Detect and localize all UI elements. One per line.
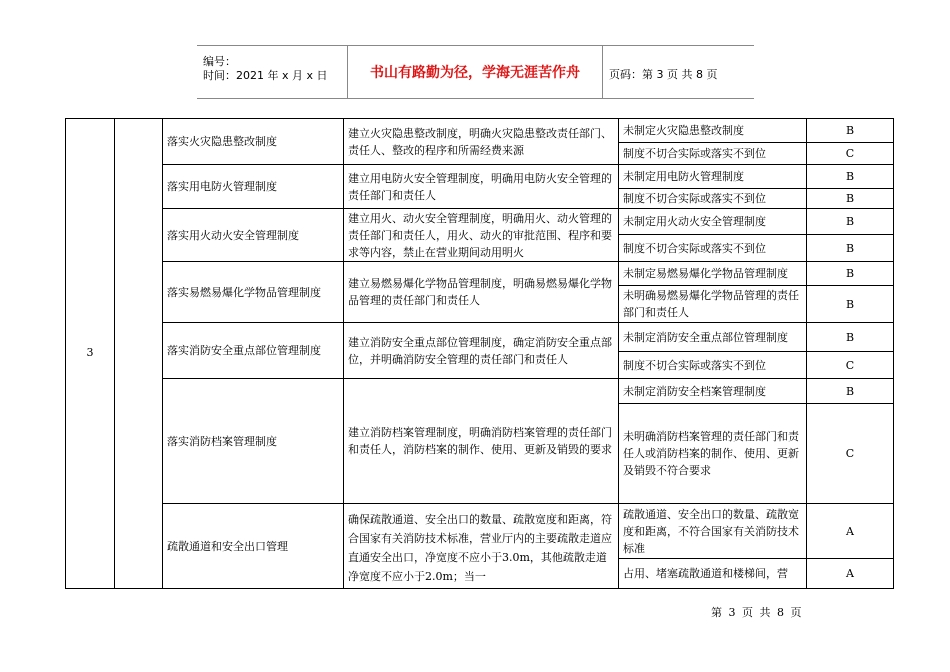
deduction-grade: B	[807, 189, 894, 209]
item-requirement: 建立用火、动火安全管理制度，明确用火、动火管理的责任部门和责任人，用火、动火的审批范围、程序和要求等内容，禁止在营业期间动用明火	[344, 209, 619, 262]
item-name: 落实用火动火安全管理制度	[163, 209, 344, 262]
deduction-text: 未制定消防安全档案管理制度	[619, 379, 807, 404]
deduction-grade: C	[807, 404, 894, 504]
deduction-text: 疏散通道、安全出口的数量、疏散宽度和距离，不符合国家有关消防技术标准	[619, 504, 807, 559]
section-number: 3	[66, 119, 115, 589]
item-requirement: 建立易燃易爆化学物品管理制度，明确易燃易爆化学物品管理的责任部门和责任人	[344, 262, 619, 323]
motto-text: 书山有路勤为径，学海无涯苦作舟	[370, 65, 580, 81]
inspection-table	[65, 118, 894, 589]
deduction-grade: A	[807, 504, 894, 559]
item-requirement: 建立消防档案管理制度，明确消防档案管理的责任部门和责任人，消防档案的制作、使用、更新及销毁的要求	[344, 379, 619, 504]
deduction-grade: B	[807, 262, 894, 286]
header-meta	[197, 46, 348, 98]
table-row	[66, 119, 894, 143]
item-requirement: 建立火灾隐患整改制度，明确火灾隐患整改责任部门、责任人、整改的程序和所需经费来源	[344, 119, 619, 165]
table-row	[66, 165, 894, 189]
deduction-grade: B	[807, 119, 894, 143]
item-name: 落实火灾隐患整改制度	[163, 119, 344, 165]
deduction-text: 制度不切合实际或落实不到位	[619, 352, 807, 379]
deduction-text: 占用、堵塞疏散通道和楼梯间，营	[619, 559, 807, 589]
deduction-grade: B	[807, 379, 894, 404]
table-row	[66, 504, 894, 559]
item-name: 落实易燃易爆化学物品管理制度	[163, 262, 344, 323]
deduction-grade: B	[807, 235, 894, 262]
deduction-grade: C	[807, 143, 894, 165]
deduction-text: 未制定用火动火安全管理制度	[619, 209, 807, 235]
deduction-text: 未制定消防安全重点部位管理制度	[619, 323, 807, 352]
item-name: 落实用电防火管理制度	[163, 165, 344, 209]
table-row	[66, 262, 894, 286]
table-row	[66, 379, 894, 404]
deduction-text: 制度不切合实际或落实不到位	[619, 143, 807, 165]
deduction-text: 制度不切合实际或落实不到位	[619, 189, 807, 209]
table-row	[66, 323, 894, 352]
deduction-grade: C	[807, 352, 894, 379]
page-footer: 第 3 页 共 8 页	[711, 606, 802, 619]
item-name: 落实消防安全重点部位管理制度	[163, 323, 344, 379]
header-page	[602, 46, 755, 98]
document-number: 编号：	[203, 55, 236, 68]
item-requirement: 确保疏散通道、安全出口的数量、疏散宽度和距离，符合国家有关消防技术标准，营业厅内的主要疏散走道应直通安全出口，净宽度不应小于3.0m，其他疏散走道净宽度不应小于2.0m；当一	[344, 504, 619, 589]
deduction-grade: B	[807, 165, 894, 189]
deduction-text: 未制定火灾隐患整改制度	[619, 119, 807, 143]
deduction-text: 未制定用电防火管理制度	[619, 165, 807, 189]
deduction-grade: A	[807, 559, 894, 589]
deduction-text: 制度不切合实际或落实不到位	[619, 235, 807, 262]
document-date: 时间：2021 年 x 月 x 日	[203, 69, 328, 82]
deduction-grade: B	[807, 286, 894, 323]
page-indicator: 页码：第 3 页 共 8 页	[609, 68, 718, 81]
deduction-grade: B	[807, 323, 894, 352]
item-name: 落实消防档案管理制度	[163, 379, 344, 504]
deduction-text: 未明确消防档案管理的责任部门和责任人或消防档案的制作、使用、更新及销毁不符合要求	[619, 404, 807, 504]
table-row	[66, 209, 894, 235]
item-requirement: 建立用电防火安全管理制度，明确用电防火安全管理的责任部门和责任人	[344, 165, 619, 209]
deduction-text: 未制定易燃易爆化学物品管理制度	[619, 262, 807, 286]
deduction-grade: B	[807, 209, 894, 235]
blank-cell	[115, 119, 163, 589]
page-header	[197, 45, 754, 99]
item-name: 疏散通道和安全出口管理	[163, 504, 344, 589]
deduction-text: 未明确易燃易爆化学物品管理的责任部门和责任人	[619, 286, 807, 323]
item-requirement: 建立消防安全重点部位管理制度，确定消防安全重点部位，并明确消防安全管理的责任部门和责任人	[344, 323, 619, 379]
